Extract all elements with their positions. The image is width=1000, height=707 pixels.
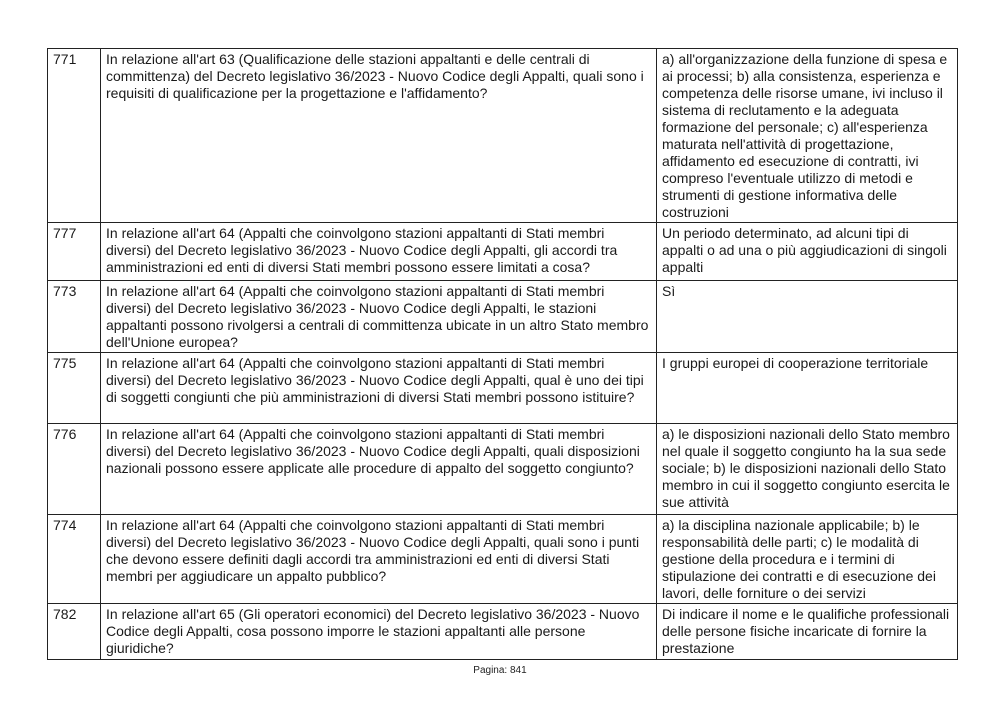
question-id: 771 xyxy=(48,49,101,223)
table-row xyxy=(48,49,958,223)
answer-text: Un periodo determinato, ad alcuni tipi di appalti o ad una o più aggiudicazioni di singoli appalti xyxy=(657,223,958,281)
table-row xyxy=(48,604,958,660)
question-id: 775 xyxy=(48,353,101,424)
page-number: Pagina: 841 xyxy=(473,665,527,676)
question-text: In relazione all'art 63 (Qualificazione delle stazioni appaltanti e delle centrali di committenza) del Decreto legislativo 36/2023 - Nuovo Codice degli Appalti, quali sono i requisiti di qualificazione per la progettazione e l'affidamento? xyxy=(101,49,657,223)
answer-text: a) la disciplina nazionale applicabile; b) le responsabilità delle parti; c) le modalità di gestione della procedura e i termini di stipulazione dei contratti e di esecuzione dei lavori, delle forniture o dei servizi xyxy=(657,515,958,604)
answer-text: a) all'organizzazione della funzione di spesa e ai processi; b) alla consistenza, esperienza e competenza delle risorse umane, ivi incluso il sistema di reclutamento e la adeguata formazione del personale; c) all'esperienza maturata nell'attività di progettazione, affidamento ed esecuzione di contratti, ivi compreso l'eventuale utilizzo di metodi e strumenti di gestione informativa delle costruzioni xyxy=(657,49,958,223)
answer-text: Di indicare il nome e le qualifiche professionali delle persone fisiche incaricate di fornire la prestazione xyxy=(657,604,958,660)
table-row xyxy=(48,353,958,424)
question-id: 777 xyxy=(48,223,101,281)
question-id: 774 xyxy=(48,515,101,604)
question-text: In relazione all'art 64 (Appalti che coinvolgono stazioni appaltanti di Stati membri diversi) del Decreto legislativo 36/2023 - Nuovo Codice degli Appalti, qual è uno dei tipi di soggetti congiunti che più amministrazioni di diversi Stati membri possono istituire? xyxy=(101,353,657,424)
table-row xyxy=(48,515,958,604)
question-id: 776 xyxy=(48,424,101,515)
question-text: In relazione all'art 65 (Gli operatori economici) del Decreto legislativo 36/2023 - Nuovo Codice degli Appalti, cosa possono imporre le stazioni appaltanti alle persone giuridiche? xyxy=(101,604,657,660)
table-row xyxy=(48,424,958,515)
question-text: In relazione all'art 64 (Appalti che coinvolgono stazioni appaltanti di Stati membri diversi) del Decreto legislativo 36/2023 - Nuovo Codice degli Appalti, quali disposizioni nazionali possono essere applicate alle procedure di appalto del soggetto congiunto? xyxy=(101,424,657,515)
answer-text: a) le disposizioni nazionali dello Stato membro nel quale il soggetto congiunto ha la sua sede sociale; b) le disposizioni nazionali dello Stato membro in cui il soggetto congiunto esercita le sue attività xyxy=(657,424,958,515)
question-id: 773 xyxy=(48,281,101,353)
table-row xyxy=(48,281,958,353)
question-id: 782 xyxy=(48,604,101,660)
table-row xyxy=(48,223,958,281)
question-text: In relazione all'art 64 (Appalti che coinvolgono stazioni appaltanti di Stati membri diversi) del Decreto legislativo 36/2023 - Nuovo Codice degli Appalti, le stazioni appaltanti possono rivolgersi a centrali di committenza ubicate in un altro Stato membro dell'Unione europea? xyxy=(101,281,657,353)
answer-text: I gruppi europei di cooperazione territoriale xyxy=(657,353,958,424)
question-text: In relazione all'art 64 (Appalti che coinvolgono stazioni appaltanti di Stati membri diversi) del Decreto legislativo 36/2023 - Nuovo Codice degli Appalti, quali sono i punti che devono essere definiti dagli accordi tra amministrazioni ed enti di diversi Stati membri per aggiudicare un appalto pubblico? xyxy=(101,515,657,604)
question-text: In relazione all'art 64 (Appalti che coinvolgono stazioni appaltanti di Stati membri diversi) del Decreto legislativo 36/2023 - Nuovo Codice degli Appalti, gli accordi tra amministrazioni ed enti di diversi Stati membri possono essere limitati a cosa? xyxy=(101,223,657,281)
qa-table xyxy=(47,48,958,660)
answer-text: Sì xyxy=(657,281,958,353)
